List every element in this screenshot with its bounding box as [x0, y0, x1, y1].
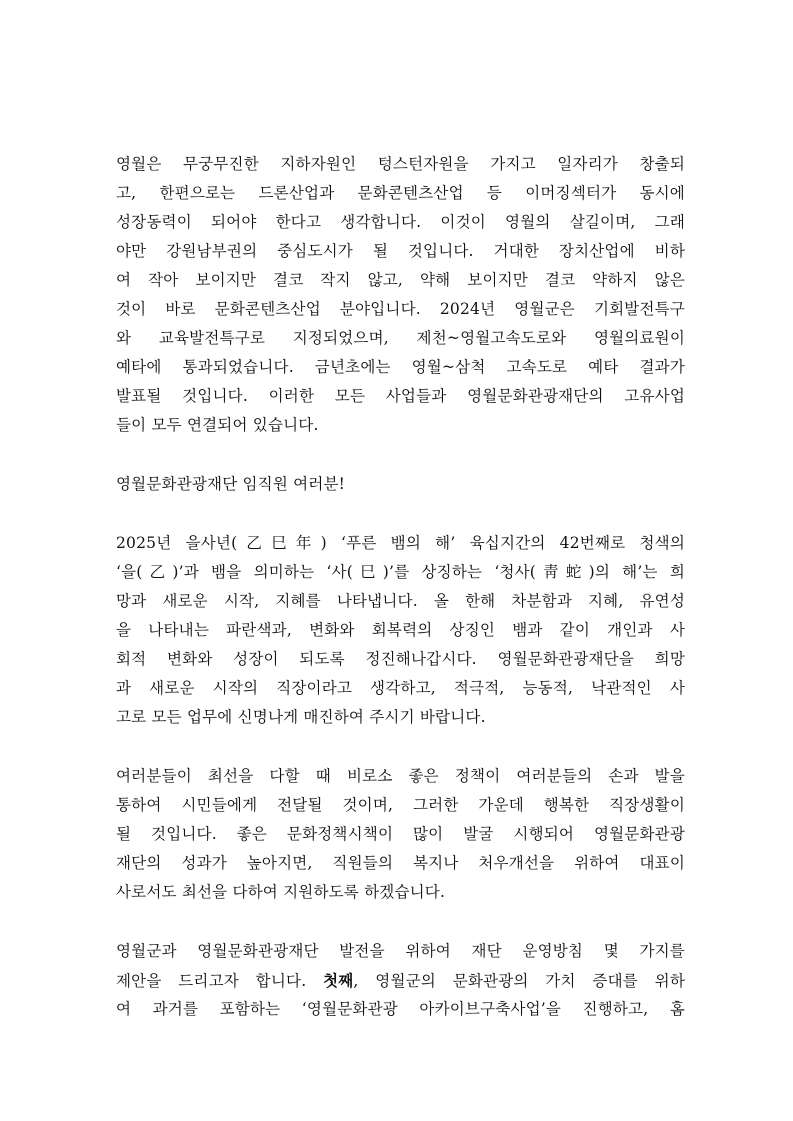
text-line: 여 작아 보이지만 결코 작지 않고, 약해 보이지만 결코 약하지 않은: [116, 271, 685, 289]
text-line: 통하여 시민들에게 전달될 것이며, 그러한 가운데 행복한 직장생활이: [116, 796, 685, 814]
paragraph-industry: [116, 150, 685, 440]
text-line: 와 교육발전특구로 지정되었으며, 제천~영월고속도로와 영월의료원이: [116, 329, 685, 347]
paragraph-greeting: [116, 470, 685, 499]
text-line: 될 것입니다. 좋은 문화정책시책이 많이 발굴 시행되어 영월문화관광: [116, 825, 685, 843]
greeting-line: 영월문화관광재단 임직원 여러분!: [116, 475, 346, 493]
text-line: 들이 모두 연결되어 있습니다.: [116, 416, 319, 434]
text-line: 사로서도 최선을 다하여 지원하도록 하겠습니다.: [116, 883, 446, 901]
paragraph-policy: [116, 937, 685, 1024]
text-line: 을 나타내는 파란색과, 변화와 회복력의 상징인 뱀과 같이 개인과 사: [116, 621, 685, 639]
text-line: 망과 새로운 시작, 지혜를 나타냅니다. 올 한해 차분함과 지혜, 유연성: [116, 592, 685, 610]
text-line: 재단의 성과가 높아지면, 직원들의 복지나 처우개선을 위하여 대표이: [116, 854, 685, 872]
text-line: [116, 966, 685, 995]
emphasis-first: 첫째: [323, 971, 354, 990]
text-line: 것이 바로 문화콘텐츠산업 분야입니다. 2024년 영월군은 기회발전특구: [116, 300, 685, 318]
text-line: 영월군과 영월문화관광재단 발전을 위하여 재단 운영방침 몇 가지를: [116, 942, 685, 960]
paragraph-new-year: [116, 529, 685, 732]
text-line: 2025년 을사년(乙巳年) ‘푸른 뱀의 해’ 육십지간의 42번째로 청색의: [116, 534, 685, 552]
text-line: ‘을(乙)’과 뱀을 의미하는 ‘사(巳)’를 상징하는 ‘청사(靑蛇)의 해’는 희: [116, 563, 685, 581]
text-run: 제안을 드리고자 합니다.: [116, 972, 324, 990]
text-line: 과 새로운 시작의 직장이라고 생각하고, 적극적, 능동적, 낙관적인 사: [116, 679, 685, 697]
text-run: , 영월군의 문화관광의 가치 증대를 위하: [353, 972, 685, 990]
text-line: 영월은 무궁무진한 지하자원인 텅스턴자원을 가지고 일자리가 창출되: [116, 155, 685, 173]
text-line: 예타에 통과되었습니다. 금년초에는 영월~삼척 고속도로 예타 결과가: [116, 358, 685, 376]
text-line: 여러분들이 최선을 다할 때 비로소 좋은 정책이 여러분들의 손과 발을: [116, 767, 685, 785]
text-line: 고, 한편으로는 드론산업과 문화콘텐츠산업 등 이머징섹터가 동시에: [116, 184, 685, 202]
text-line: 여 과거를 포함하는 ‘영월문화관광 아카이브구축사업’을 진행하고, 홈: [116, 1000, 685, 1018]
text-line: 회적 변화와 성장이 되도록 정진해나갑시다. 영월문화관광재단을 희망: [116, 650, 685, 668]
text-line: 발표될 것입니다. 이러한 모든 사업들과 영월문화관광재단의 고유사업: [116, 387, 685, 405]
text-line: 고로 모든 업무에 신명나게 매진하여 주시기 바랍니다.: [116, 708, 486, 726]
text-line: 성장동력이 되어야 한다고 생각합니다. 이것이 영월의 살길이며, 그래: [116, 213, 685, 231]
text-line: 야만 강원남부권의 중심도시가 될 것입니다. 거대한 장치산업에 비하: [116, 242, 685, 260]
paragraph-effort: [116, 762, 685, 907]
